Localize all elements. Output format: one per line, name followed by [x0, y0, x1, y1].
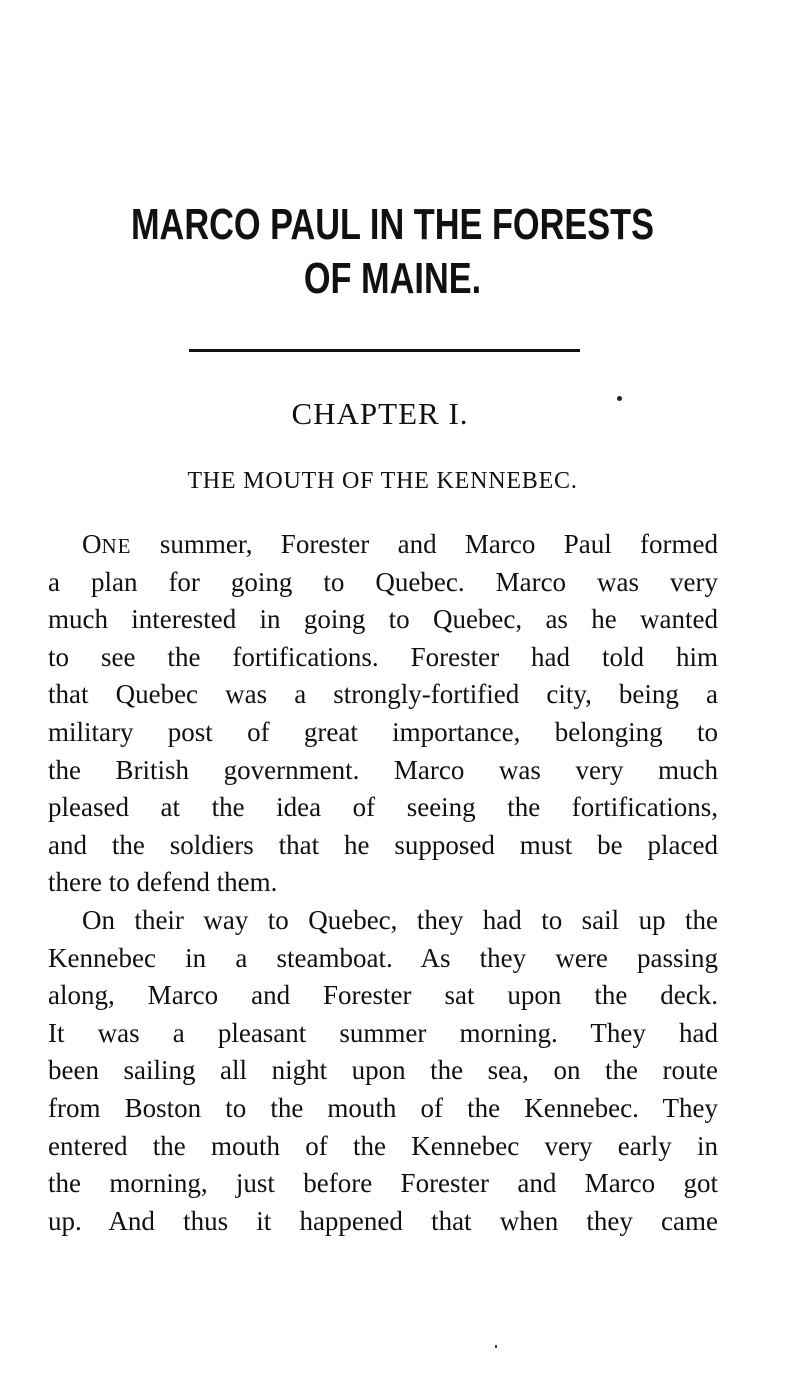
- text-line: [48, 526, 718, 564]
- text-line: military post of great importance, belonging to: [48, 716, 718, 747]
- text-line: entered the mouth of the Kennebec very early in: [48, 1130, 718, 1161]
- book-title: [86, 198, 698, 306]
- opening-word-initial: O: [82, 529, 102, 559]
- text-line: It was a pleasant summer morning. They had: [48, 1017, 718, 1048]
- text-line: there to defend them.: [48, 867, 278, 898]
- text-line-rest: summer, Forester and Marco Paul formed: [131, 529, 718, 559]
- text-line: from Boston to the mouth of the Kennebec. They: [48, 1092, 718, 1123]
- ink-speck: [495, 1345, 497, 1348]
- text-line: that Quebec was a strongly-fortified city, being a: [48, 679, 718, 710]
- text-line: a plan for going to Quebec. Marco was very: [48, 566, 718, 597]
- title-divider: [189, 349, 580, 352]
- text-line: and the soldiers that he supposed must be placed: [48, 829, 718, 860]
- book-title-line-1: MARCO PAUL IN THE FORESTS: [130, 200, 655, 249]
- chapter-heading: CHAPTER I.: [291, 396, 469, 431]
- text-line: to see the fortifications. Forester had told him: [48, 641, 718, 672]
- ink-speck: [617, 396, 622, 401]
- paragraph-1: [48, 526, 718, 902]
- text-line: pleased at the idea of seeing the fortifications,: [48, 792, 718, 823]
- paragraph-2: [48, 902, 718, 1240]
- chapter-body: [48, 526, 718, 1240]
- text-line: the British government. Marco was very much: [48, 754, 718, 785]
- text-line: been sailing all night upon the sea, on the route: [48, 1055, 718, 1086]
- opening-word-smallcaps: NE: [101, 534, 132, 558]
- chapter-subtitle: THE MOUTH OF THE KENNEBEC.: [187, 468, 578, 494]
- text-line: along, Marco and Forester sat upon the deck.: [48, 980, 718, 1011]
- text-line: up. And thus it happened that when they came: [48, 1205, 718, 1236]
- book-title-line-2: OF MAINE.: [303, 254, 482, 303]
- text-line: much interested in going to Quebec, as he wanted: [48, 604, 718, 635]
- text-line: Kennebec in a steamboat. As they were passing: [48, 942, 718, 973]
- text-line: On their way to Quebec, they had to sail up the: [82, 904, 718, 935]
- text-line: the morning, just before Forester and Marco got: [48, 1168, 718, 1199]
